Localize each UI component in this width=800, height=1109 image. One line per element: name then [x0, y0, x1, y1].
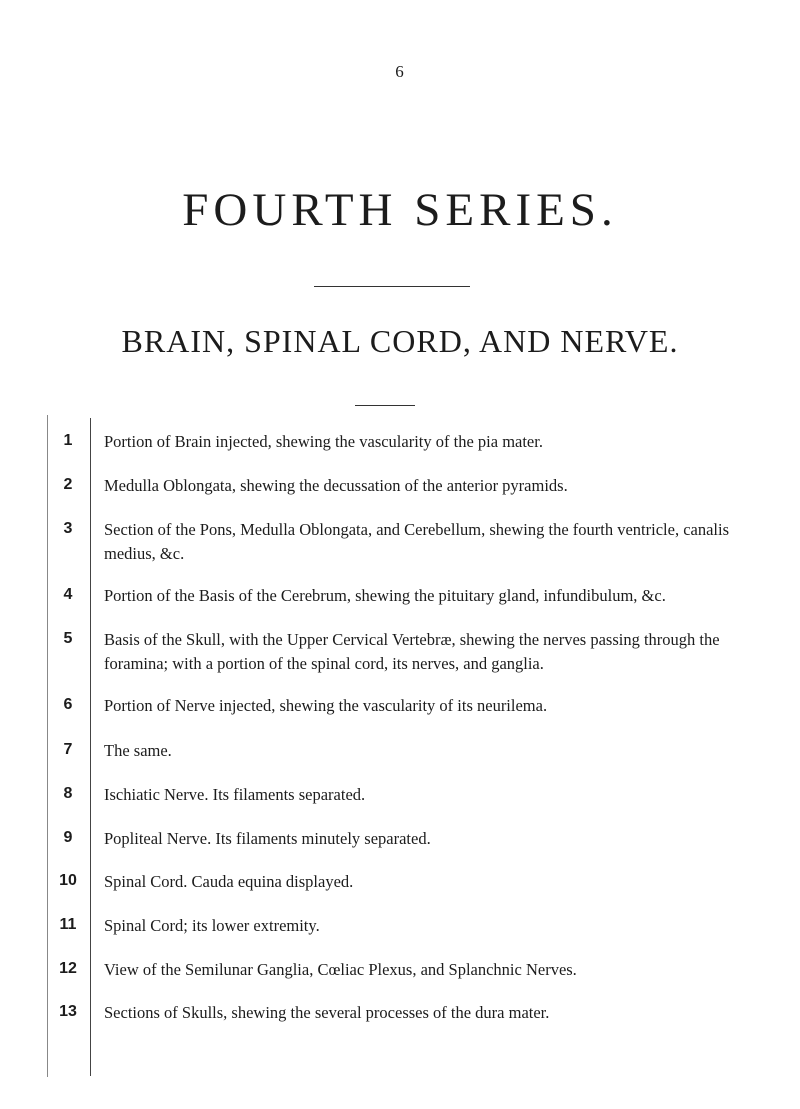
entry-number: 2 [63, 476, 73, 493]
title-divider [314, 286, 470, 287]
section-divider [355, 405, 415, 406]
entry-description: Popliteal Nerve. Its filaments minutely separated. [104, 829, 431, 848]
entry-number: 10 [59, 872, 77, 889]
entry-number: 3 [63, 520, 73, 537]
page-number: 6 [395, 62, 405, 81]
entry-description: Medulla Oblongata, shewing the decussation of the anterior pyramids. [104, 476, 568, 495]
entry-description: Portion of the Basis of the Cerebrum, shewing the pituitary gland, infundibulum, &c. [104, 586, 666, 605]
entry-description: Section of the Pons, Medulla Oblongata, and Cerebellum, shewing the fourth ventricle, canalis medius, &c. [104, 520, 730, 563]
entry-description: Spinal Cord; its lower extremity. [104, 916, 320, 935]
entry-description: View of the Semilunar Ganglia, Cœliac Plexus, and Splanchnic Nerves. [104, 960, 577, 979]
entry-description: Sections of Skulls, shewing the several processes of the dura mater. [104, 1003, 550, 1022]
entry-number: 8 [63, 785, 73, 802]
entry-number: 12 [59, 960, 77, 977]
entry-description: Portion of Brain injected, shewing the vascularity of the pia mater. [104, 432, 543, 451]
entry-description: Spinal Cord. Cauda equina displayed. [104, 872, 354, 891]
entry-number: 4 [63, 586, 73, 603]
column-rule [90, 418, 91, 1076]
entry-number: 6 [63, 696, 73, 713]
entry-number: 1 [63, 432, 73, 449]
entry-number: 5 [63, 630, 73, 647]
series-title: FOURTH SERIES. [182, 184, 618, 236]
entry-description: Portion of Nerve injected, shewing the vascularity of its neurilema. [104, 696, 548, 715]
entry-description: The same. [104, 741, 172, 760]
entry-description: Basis of the Skull, with the Upper Cervical Vertebræ, shewing the nerves passing through the foramina; with a portion of the spinal cord, its nerves, and ganglia. [104, 630, 720, 673]
entry-number: 9 [63, 829, 73, 846]
left-margin-rule [47, 415, 48, 1077]
entry-number: 11 [59, 916, 77, 933]
entry-description: Ischiatic Nerve. Its filaments separated. [104, 785, 366, 804]
entry-number: 13 [59, 1003, 77, 1020]
entry-number: 7 [63, 741, 73, 758]
section-title: BRAIN, SPINAL CORD, AND NERVE. [121, 323, 679, 359]
